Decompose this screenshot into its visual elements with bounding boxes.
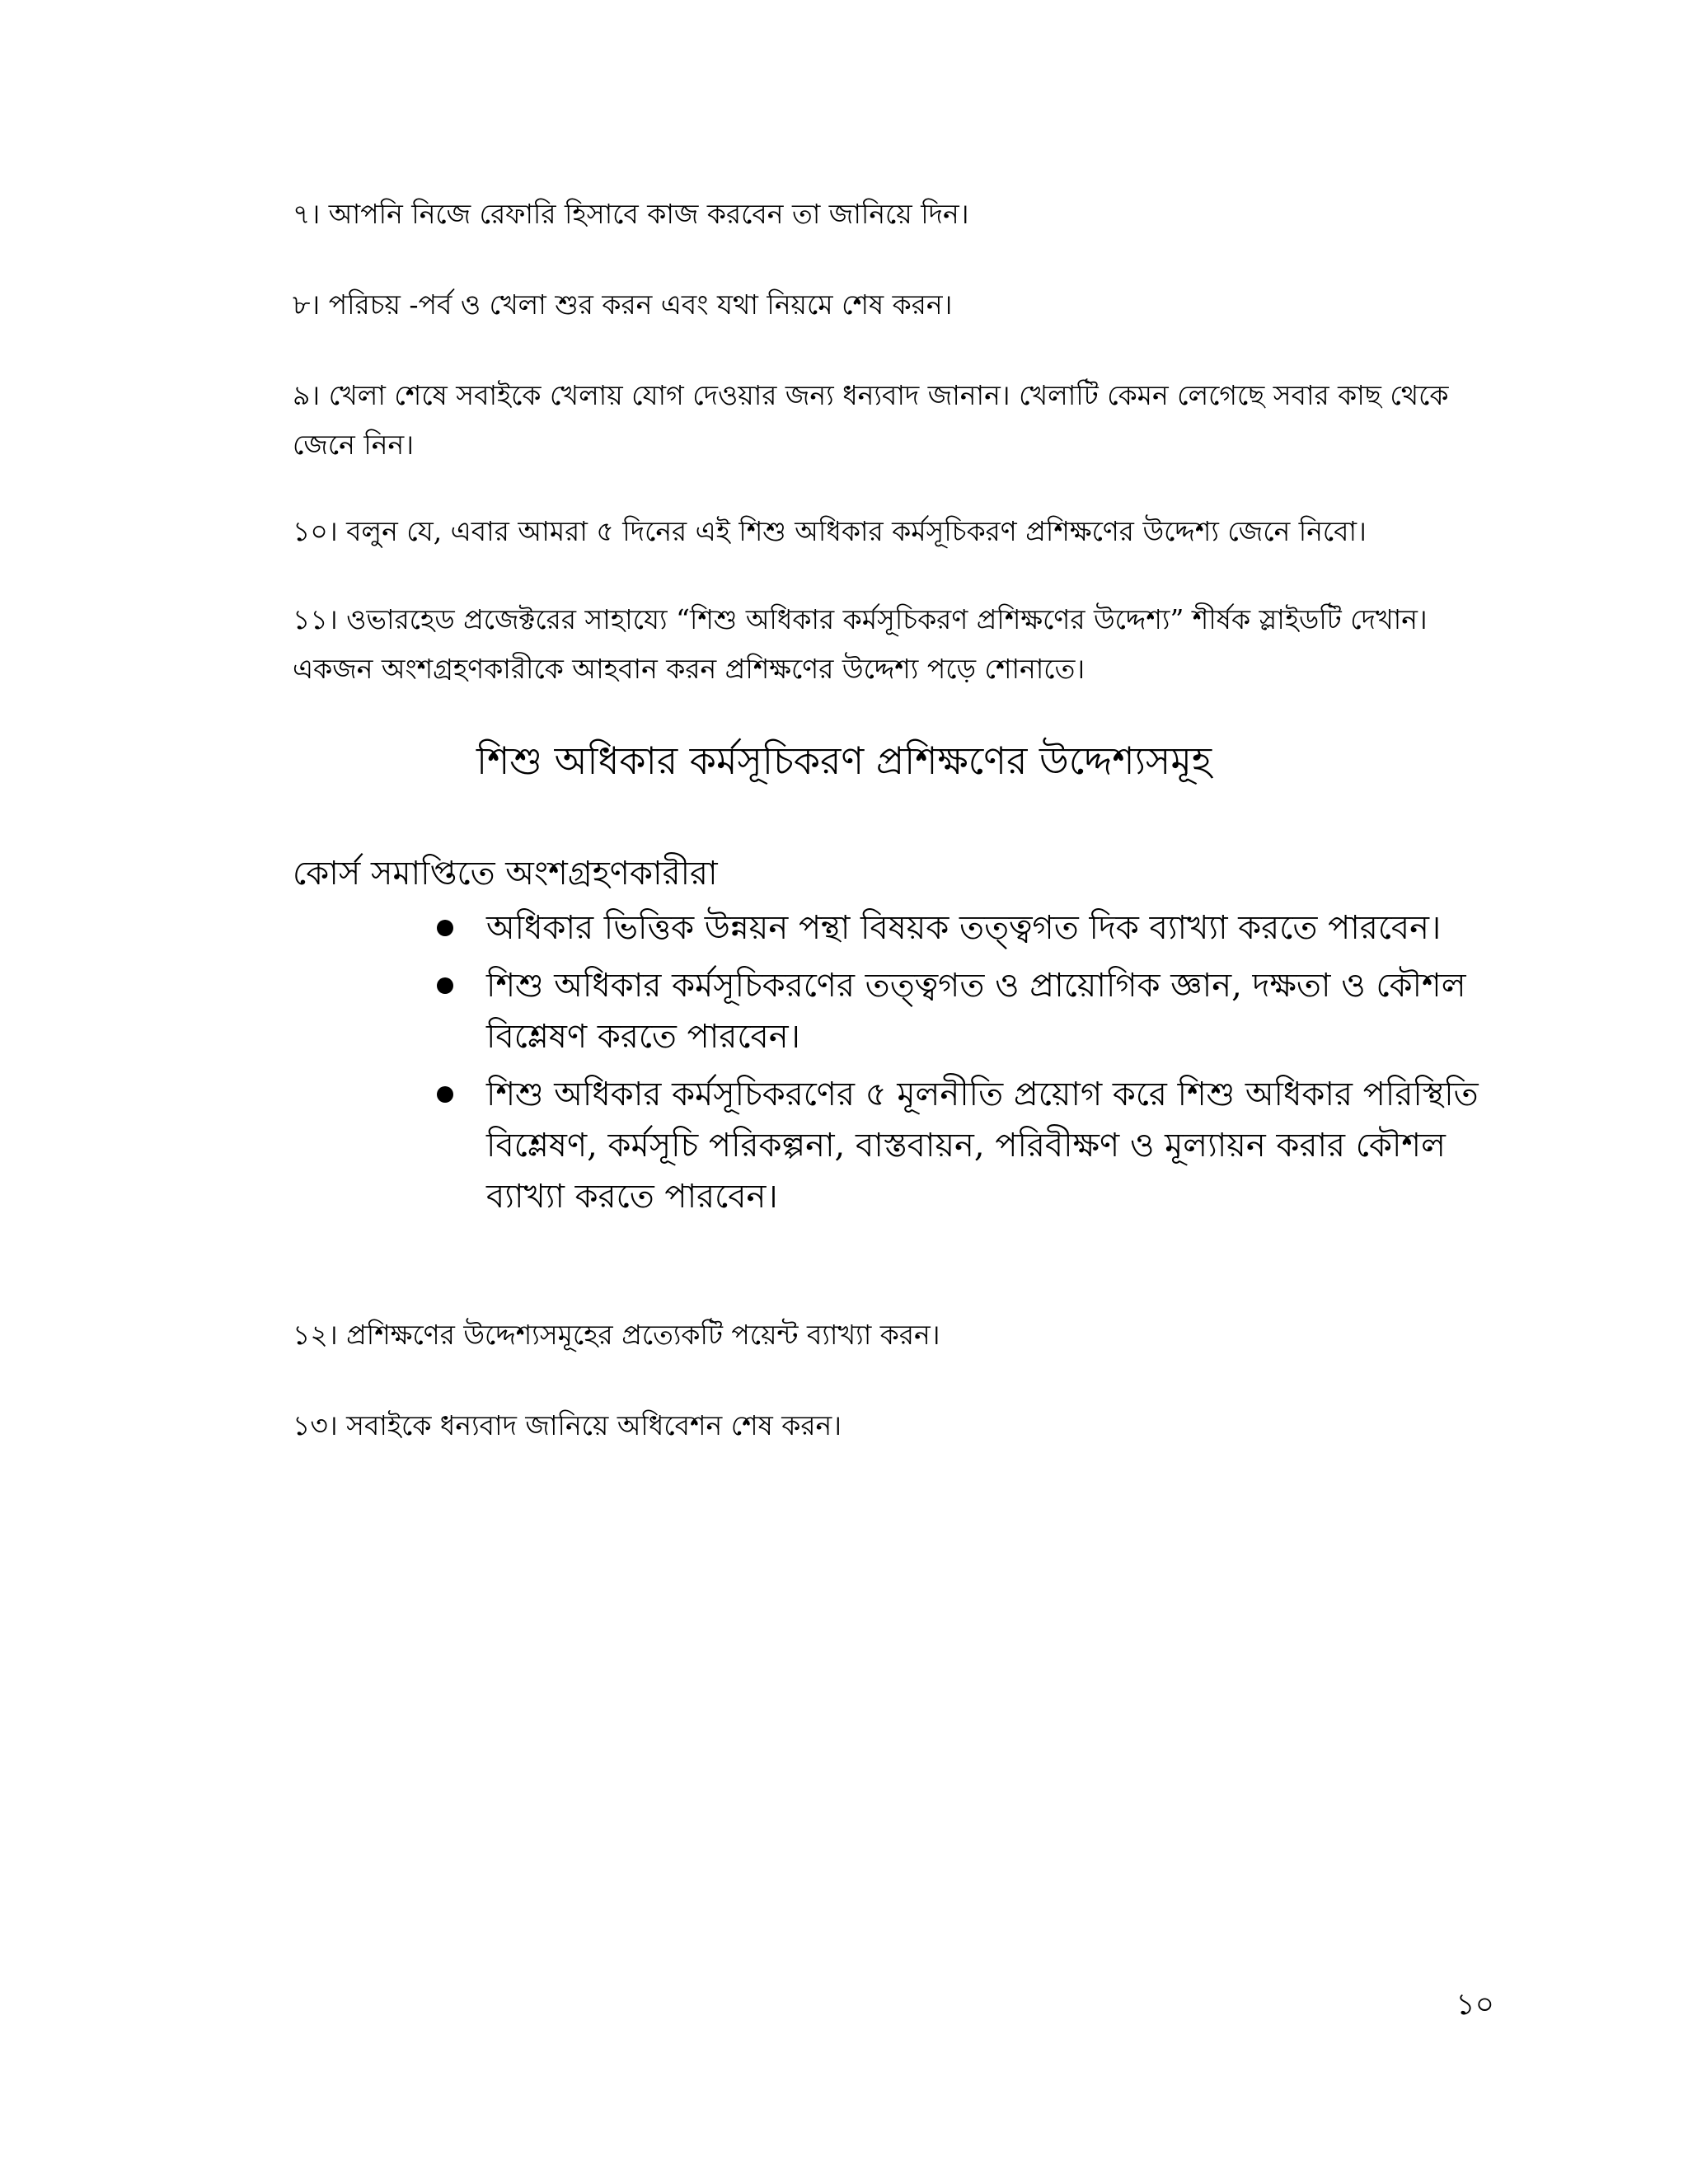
step-7: ৭। আপনি নিজে রেফারি হিসাবে কাজ করবেন তা জানিয়ে দিন। bbox=[293, 198, 969, 230]
objectives-intro: কোর্স সমাপ্তিতে অংশগ্রহণকারীরা bbox=[293, 855, 718, 893]
objectives-title: শিশু অধিকার কর্মসূচিকরণ প্রশিক্ষণের উদ্দেশ্যসমূহ bbox=[476, 738, 1212, 783]
objective-text: শিশু অধিকার কর্মসূচিকরণের ৫ মূলনীতি প্রয়োগ করে শিশু অধিকার পরিস্থিতি বিশ্লেষণ, কর্মসূচি পরিকল্পনা, বাস্তবায়ন, পরিবীক্ষণ ও মূল্যায়ন করার কৌশল ব্যাখ্যা করতে পারবেন। bbox=[486, 1076, 1479, 1216]
page-number: ১০ bbox=[1456, 1988, 1494, 2022]
bullet-icon bbox=[437, 920, 453, 936]
objective-item bbox=[486, 1069, 1492, 1222]
step-8: ৮। পরিচয় -পর্ব ও খেলা শুর করন এবং যথা নিয়মে শেষ করন। bbox=[293, 288, 953, 321]
objective-text: শিশু অধিকার কর্মসূচিকরণের তত্ত্বগত ও প্রায়োগিক জ্ঞান, দক্ষতা ও কৌশল বিশ্লেষণ করতে পারবেন। bbox=[486, 967, 1466, 1056]
step-11: ১১। ওভারহেড প্রজেক্টরের সাহায্যে “শিশু অধিকার কর্মসূচিকরণ প্রশিক্ষণের উদ্দেশ্য” শীর্ষক স্লাইডটি দেখান। একজন অংশগ্রহণকারীকে আহবান করন প্রশিক্ষণের উদ্দেশ্য পড়ে শোনাতে। bbox=[293, 603, 1428, 685]
objective-text: অধিকার ভিত্তিক উন্নয়ন পন্থা বিষয়ক তত্ত্বগত দিক ব্যাখ্যা করতে পারবেন। bbox=[486, 909, 1442, 947]
objectives-list bbox=[486, 902, 1492, 1229]
objective-item bbox=[486, 960, 1492, 1062]
step-9: ৯। খেলা শেষে সবাইকে খেলায় যোগ দেওয়ার জন্য ধন্যবাদ জানান। খেলাটি কেমন লেগেছে সবার কাছ থেকে জেনে নিন। bbox=[293, 379, 1449, 461]
bullet-icon bbox=[437, 1086, 453, 1103]
step-13: ১৩। সবাইকে ধন্যবাদ জানিয়ে অধিবেশন শেষ করন। bbox=[293, 1409, 842, 1441]
objective-item bbox=[486, 902, 1492, 954]
bullet-icon bbox=[437, 977, 453, 994]
step-10: ১০। বলুন যে, এবার আমরা ৫ দিনের এই শিশু অধিকার কর্মসূচিকরণ প্রশিক্ষণের উদ্দেশ্য জেনে নিবো। bbox=[293, 515, 1367, 547]
step-12: ১২। প্রশিক্ষণের উদ্দেশ্যসমূহের প্রত্যেকটি পয়েন্ট ব্যাখ্যা করন। bbox=[293, 1319, 940, 1351]
